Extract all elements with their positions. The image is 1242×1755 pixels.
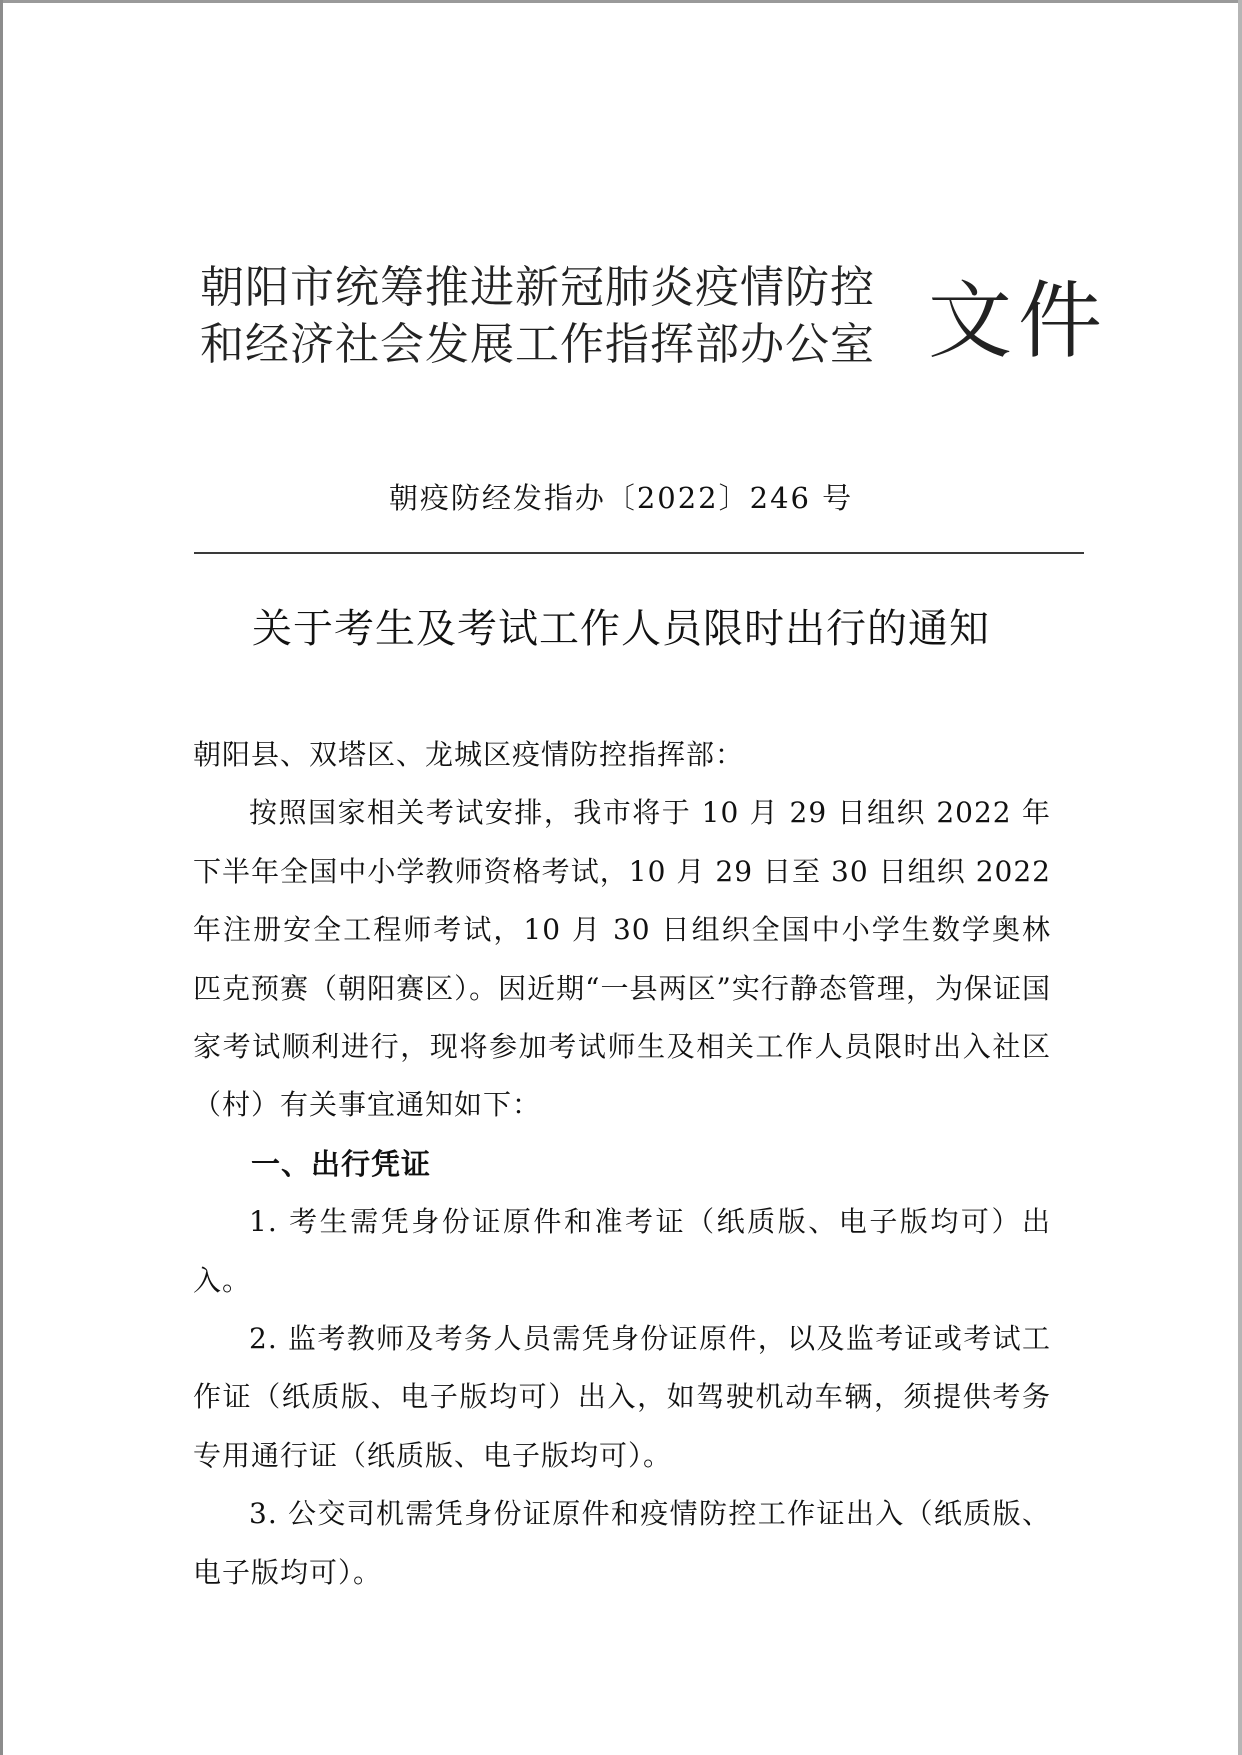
document-number: 朝疫防经发指办〔2022〕246 号 bbox=[388, 481, 854, 515]
notice-body bbox=[193, 726, 1051, 1602]
list-item-bus-drivers: 3. 公交司机需凭身份证原件和疫情防控工作证出入（纸质版、电子版均可）。 bbox=[193, 1497, 1051, 1589]
section-heading-travel-credentials: 一、出行凭证 bbox=[251, 1146, 432, 1181]
notice-title: 关于考生及考试工作人员限时出行的通知 bbox=[252, 606, 990, 652]
scan-edge-top bbox=[0, 0, 1242, 3]
issuing-authority-line-2: 和经济社会发展工作指挥部办公室 bbox=[200, 319, 875, 370]
scan-edge-left bbox=[0, 0, 3, 1755]
salutation: 朝阳县、双塔区、龙城区疫情防控指挥部： bbox=[193, 738, 745, 771]
issuing-authority-line-1: 朝阳市统筹推进新冠肺炎疫情防控 bbox=[200, 262, 875, 313]
document-type-label: 文件 bbox=[928, 272, 1109, 370]
list-item-examinees: 1. 考生需凭身份证原件和准考证（纸质版、电子版均可）出入。 bbox=[193, 1205, 1051, 1297]
scan-edge-right bbox=[1238, 0, 1242, 1755]
intro-paragraph: 按照国家相关考试安排，我市将于 10 月 29 日组织 2022 年下半年全国中小学教师资格考试，10 月 29 日至 30 日组织 2022 年注册安全工程师考试，10 月 30 日组织全国中小学生数学奥林匹克预赛（朝阳赛区）。因近期“一县两区”实行静态管理，为保证国家考试顺利进行，现将参加考试师生及相关工作人员限时出入社区（村）有关事宜通知如下： bbox=[193, 796, 1051, 1122]
list-item-invigilators: 2. 监考教师及考务人员需凭身份证原件，以及监考证或考试工作证（纸质版、电子版均可）出入，如驾驶机动车辆，须提供考务专用通行证（纸质版、电子版均可）。 bbox=[193, 1322, 1051, 1472]
header-divider bbox=[194, 552, 1084, 554]
issuing-authority-header bbox=[200, 262, 1109, 372]
